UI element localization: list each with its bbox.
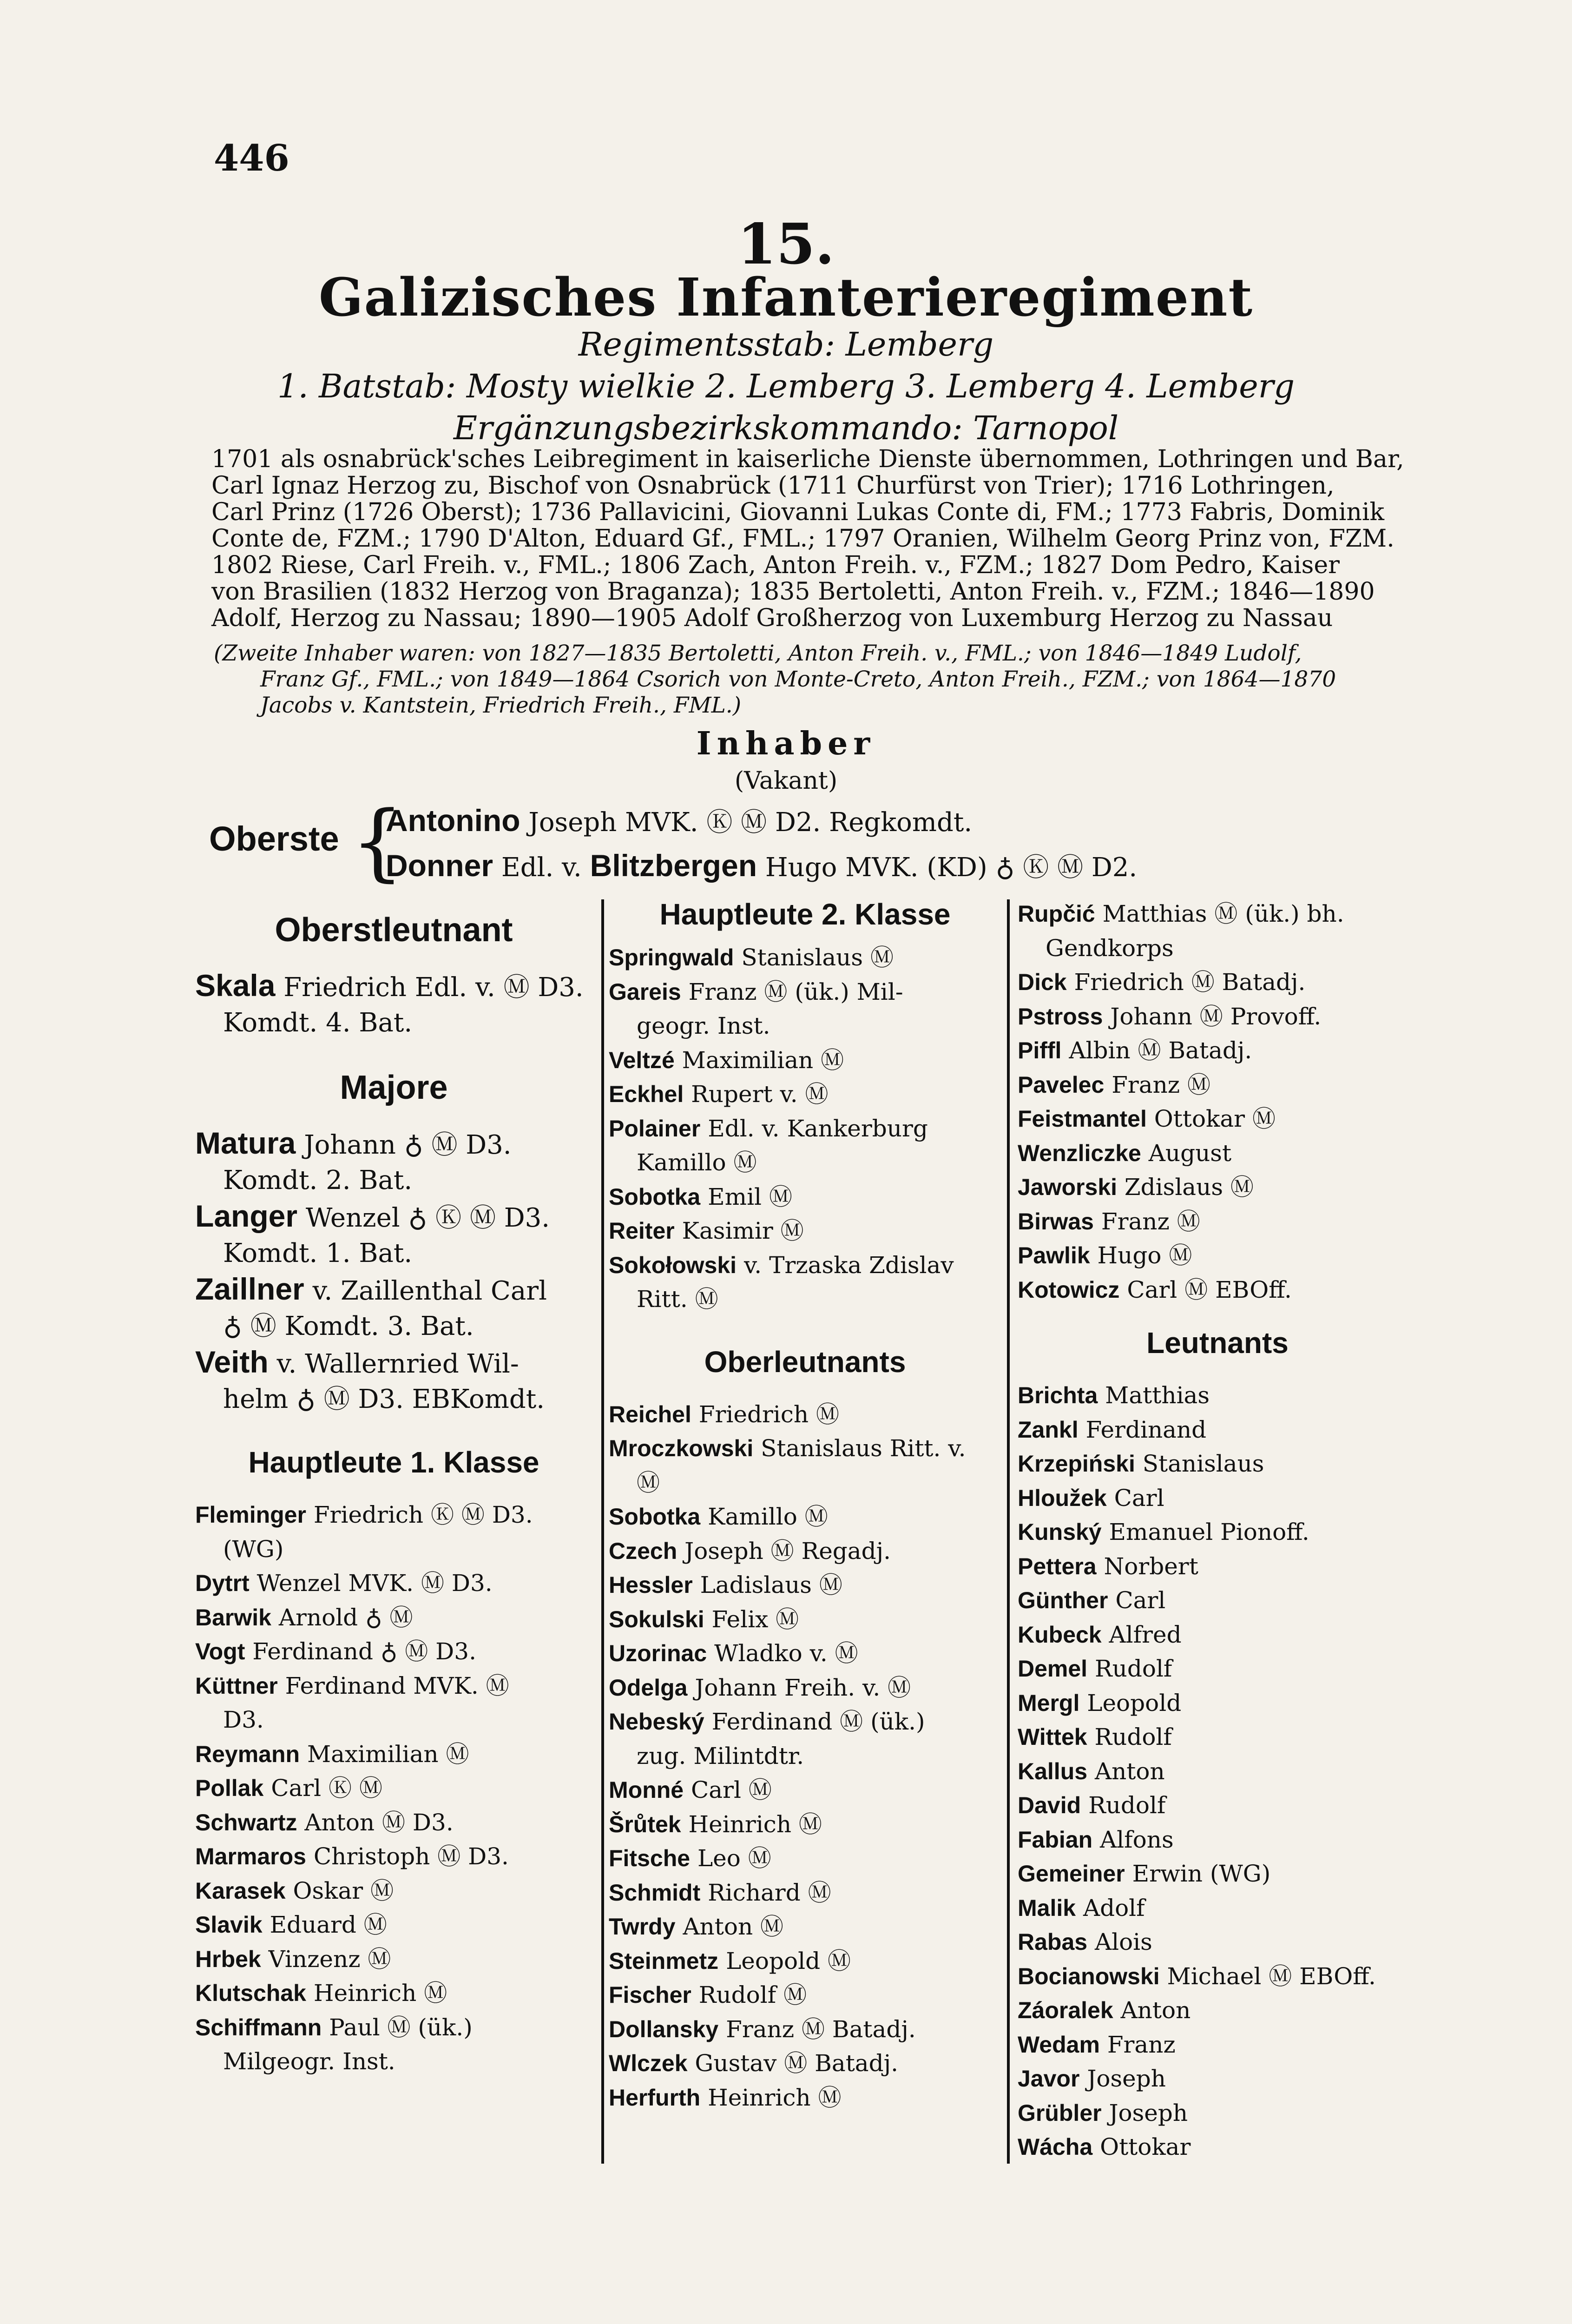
officer-surname: Wenzliczke [1018, 1140, 1141, 1166]
officer-entry [609, 2081, 1001, 2115]
officer-entry [195, 1908, 592, 1942]
officer-details-cont: Ritt. Ⓜ [637, 1286, 718, 1313]
officer-details: Anton [1120, 1997, 1191, 2024]
officer-details: Friedrich Ⓜ Batadj. [1074, 969, 1306, 996]
officer-surname: Marmaros [195, 1843, 306, 1869]
officer-details: Ottokar Ⓜ [1154, 1105, 1276, 1132]
officer-details: Franz Ⓜ [1101, 1208, 1200, 1235]
officer-entry [1018, 1618, 1417, 1652]
officer-details: Franz Ⓜ (ük.) Mil- [688, 978, 903, 1005]
officer-details: Emanuel Pionoff. [1109, 1519, 1309, 1545]
officer-surname: David [1018, 1792, 1081, 1818]
officer-surname: Klutschak [195, 1980, 306, 2006]
officer-entry [1018, 1170, 1417, 1205]
section-header: Majore [340, 1069, 448, 1106]
officer-surname: Barwik [195, 1604, 271, 1631]
officer-details-cont: Milgeogr. Inst. [223, 2048, 395, 2075]
officer-surname: Šrůtek [609, 1811, 681, 1837]
officer-details: Wenzel ♁ Ⓚ Ⓜ D3. [305, 1203, 550, 1233]
inhaber-value: (Vakant) [734, 767, 838, 795]
officer-surname: Matura [195, 1126, 296, 1160]
officer-details: Anton Ⓜ D3. [304, 1809, 454, 1836]
officer-entry [1018, 1652, 1417, 1686]
officer-entry [1018, 1925, 1417, 1960]
officer-entry [609, 1112, 1001, 1146]
section-header: Leutnants [1146, 1326, 1289, 1360]
officer-surname: Piffl [1018, 1037, 1062, 1063]
history-line: Carl Prinz (1726 Oberst); 1736 Pallavicini, Giovanni Lukas Conte di, FM.; 1773 Fabris, Dominik [211, 498, 1384, 526]
officer-entry [609, 1043, 1001, 1078]
officer-details: Ferdinand [1085, 1416, 1207, 1443]
officer-details: Carl [1115, 1587, 1166, 1614]
officer-surname: Kunský [1018, 1519, 1102, 1545]
officer-details: Alfred [1109, 1621, 1182, 1648]
officer-details-cont: Komdt. 2. Bat. [223, 1165, 413, 1195]
officer-details: Ferdinand MVK. Ⓜ [285, 1672, 509, 1699]
officer-entry [609, 941, 1001, 975]
officer-entry [609, 1876, 1001, 1910]
officer-details: Edl. v. Kankerburg [708, 1115, 928, 1142]
officer-entry [195, 1840, 592, 1874]
officer-surname: Küttner [195, 1672, 278, 1699]
officer-entry [609, 1534, 1001, 1569]
officer-details: Paul Ⓜ (ük.) [329, 2014, 473, 2041]
history-line: 1701 als osnabrück'sches Leibregiment in kaiserliche Dienste übernommen, Lothringen und Bar, [211, 445, 1404, 473]
officer-details: Christoph Ⓜ D3. [313, 1843, 509, 1870]
officer-details: v. Trzaska Zdislav [743, 1251, 954, 1279]
officer-entry [195, 1942, 592, 1977]
officer-surname: Sobotka [609, 1183, 701, 1210]
officer-surname: Steinmetz [609, 1948, 719, 1974]
officer-surname: Hloužek [1018, 1485, 1107, 1511]
officer-entry [1018, 965, 1417, 1000]
officer-entry [1018, 2062, 1417, 2096]
officer-entry [609, 975, 1001, 1010]
officer-details: Wenzel MVK. Ⓜ D3. [257, 1570, 493, 1597]
officer-surname: Karasek [195, 1877, 286, 1904]
officer-surname: Wedam [1018, 2031, 1100, 2058]
officer-details: Matthias [1105, 1382, 1210, 1409]
section-header: Hauptleute 1. Klasse [248, 1446, 539, 1479]
officer-entry [609, 1500, 1001, 1534]
officer-surname: Sokołowski [609, 1252, 737, 1278]
officer-details: Zdislaus Ⓜ [1124, 1174, 1254, 1201]
officer-details: Hugo MVK. (KD) ♁ Ⓚ Ⓜ D2. [765, 852, 1138, 883]
history-paragraph [211, 446, 1415, 632]
officer-surname: Hrbek [195, 1946, 261, 1972]
officer-surname: Pstross [1018, 1003, 1103, 1030]
officer-details: Carl [1114, 1484, 1164, 1512]
oberste-entry [386, 847, 1137, 884]
officer-surname: Grübler [1018, 2100, 1102, 2126]
officer-entry [195, 1635, 592, 1669]
officer-details: Carl Ⓚ Ⓜ [271, 1775, 382, 1802]
officer-entry [195, 1566, 592, 1601]
officer-surname: Fleminger [195, 1502, 306, 1528]
officer-surname: Rabas [1018, 1929, 1088, 1955]
regiment-number: 15. [737, 211, 835, 277]
officer-details: Franz Ⓜ [1112, 1071, 1211, 1098]
officer-entry [609, 1568, 1001, 1603]
officer-surname: Záoralek [1018, 1997, 1113, 2023]
officer-entry [609, 1910, 1001, 1944]
brace-icon: { [351, 793, 404, 891]
section-header: Hauptleute 2. Klasse [659, 898, 951, 931]
officer-surname: Kubeck [1018, 1621, 1102, 1648]
officer-entry [1018, 1584, 1417, 1618]
officer-details: Ferdinand ♁ Ⓜ D3. [252, 1638, 476, 1665]
officer-details: Friedrich Ⓚ Ⓜ D3. [313, 1501, 533, 1528]
history-line: Adolf, Herzog zu Nassau; 1890—1905 Adolf Großherzog von Luxemburg Herzog zu Nassau [211, 604, 1333, 632]
erg-line: Ergänzungsbezirkskommando: Tarnopol [453, 409, 1119, 447]
officer-entry [609, 1978, 1001, 2013]
officer-details-cont: Gendkorps [1046, 934, 1174, 962]
officer-entry [609, 1077, 1001, 1112]
officer-details: Michael Ⓜ EBOff. [1167, 1962, 1376, 1990]
oberste-label: Oberste [209, 819, 339, 858]
officer-surname: Schiffmann [195, 2014, 322, 2040]
officer-surname: Sokulski [609, 1606, 704, 1632]
officer-surname: Springwald [609, 944, 734, 971]
officer-entry [195, 1344, 592, 1382]
officer-details-cont: geogr. Inst. [637, 1012, 770, 1039]
officer-details: v. Wallernried Wil- [276, 1349, 519, 1379]
second-owners-paragraph [214, 640, 1417, 719]
officer-entry [609, 1248, 1001, 1283]
officer-entry [1018, 1891, 1417, 1926]
officer-details-cont: zug. Milintdtr. [637, 1742, 804, 1769]
officer-details: Matthias Ⓜ (ük.) bh. [1102, 900, 1344, 927]
officer-entry [1018, 1379, 1417, 1413]
officer-entry [609, 1671, 1001, 1705]
inhaber-heading: Inhaber [696, 725, 876, 762]
officer-surname: Brichta [1018, 1382, 1098, 1408]
officer-details: Ladislaus Ⓜ [700, 1571, 842, 1598]
officer-entry [1018, 1447, 1417, 1481]
officer-surname: Pawlik [1018, 1242, 1090, 1268]
officer-surname: Zaillner [195, 1272, 304, 1306]
officer-entry [609, 1637, 1001, 1671]
officer-details: Heinrich Ⓜ [688, 1810, 822, 1838]
officer-details: Johann Freih. v. Ⓜ [695, 1674, 911, 1701]
officer-details-cont: Komdt. 4. Bat. [223, 1008, 413, 1038]
officer-entry [195, 1737, 592, 1772]
officer-surname: Wittek [1018, 1724, 1087, 1750]
column-1 [195, 897, 592, 2079]
officer-details: August [1148, 1139, 1232, 1167]
officer-entry [1018, 1960, 1417, 1994]
history-line: Carl Ignaz Herzog zu, Bischof von Osnabrück (1711 Churfürst von Trier); 1716 Lothringen, [211, 472, 1335, 500]
officer-surname: Donner [386, 848, 493, 883]
column-divider [1007, 899, 1010, 2164]
officer-entry [195, 1601, 592, 1635]
officer-surname-2: Blitzbergen [590, 848, 757, 883]
officer-surname: Günther [1018, 1587, 1108, 1613]
second-owners-line: (Zweite Inhaber waren: von 1827—1835 Bertoletti, Anton Freih. v., FML.; von 1846—1849 Ludolf, [214, 640, 1302, 666]
officer-surname: Krzepiński [1018, 1451, 1135, 1477]
officer-surname: Gemeiner [1018, 1861, 1125, 1887]
officer-details: Rudolf Ⓜ [698, 1981, 807, 2008]
officer-details: Johann ♁ Ⓜ D3. [304, 1130, 512, 1160]
officer-details: v. Zaillenthal Carl [312, 1276, 547, 1306]
officer-surname: Kallus [1018, 1758, 1088, 1784]
officer-surname: Twrdy [609, 1914, 676, 1940]
second-owners-line: Franz Gf., FML.; von 1849—1864 Csorich von Monte-Creto, Anton Freih., FZM.; von 1864—1870 [260, 667, 1336, 692]
history-line: 1802 Riese, Carl Freih. v., FML.; 1806 Zach, Anton Freih. v., FZM.; 1827 Dom Pedro, Kaiser [211, 551, 1340, 579]
officer-surname: Zankl [1018, 1416, 1079, 1443]
officer-details: Anton [1094, 1757, 1165, 1785]
officer-entry [1018, 1789, 1417, 1823]
officer-surname: Javor [1018, 2066, 1080, 2092]
officer-surname: Demel [1018, 1656, 1088, 1682]
officer-details: Ferdinand Ⓜ (ük.) [711, 1708, 925, 1735]
officer-entry [609, 1180, 1001, 1215]
officer-surname: Feistmantel [1018, 1106, 1147, 1132]
officer-entry [1018, 2130, 1417, 2165]
officer-details: Joseph [1087, 2065, 1166, 2092]
officer-details-cont: (WG) [223, 1535, 284, 1563]
officer-surname: Sobotka [609, 1504, 701, 1530]
officer-entry [609, 2047, 1001, 2081]
officer-surname: Vogt [195, 1638, 245, 1664]
officer-entry [1018, 1720, 1417, 1755]
officer-details: Leopold [1087, 1689, 1182, 1717]
staff-line: Regimentsstab: Lemberg [578, 325, 994, 363]
officer-surname: Odelga [609, 1674, 688, 1701]
officer-details-cont: Kamillo Ⓜ [637, 1149, 757, 1176]
officer-details: Erwin (WG) [1132, 1860, 1271, 1887]
second-owners-line: Jacobs v. Kantstein, Friedrich Freih., FML.) [260, 693, 742, 718]
officer-details: Heinrich Ⓜ [313, 1980, 447, 2007]
officer-surname: Polainer [609, 1115, 701, 1142]
column-divider [601, 899, 604, 2164]
officer-details: Emil Ⓜ [708, 1183, 792, 1210]
officer-entry [609, 1773, 1001, 1808]
officer-entry [195, 1874, 592, 1908]
officer-details: Carl Ⓜ EBOff. [1127, 1276, 1292, 1303]
officer-details: Vinzenz Ⓜ [268, 1945, 391, 1973]
officer-details: Norbert [1104, 1552, 1198, 1580]
officer-surname: Monné [609, 1777, 684, 1803]
history-line: Conte de, FZM.; 1790 D'Alton, Eduard Gf., FML.; 1797 Oranien, Wilhelm Georg Prinz von, FZM. [211, 525, 1394, 553]
officer-details: Alois [1094, 1928, 1152, 1955]
officer-entry [609, 1398, 1001, 1432]
officer-surname: Nebeský [609, 1709, 704, 1735]
oberste-entry [386, 802, 972, 839]
officer-surname: Jaworski [1018, 1174, 1118, 1200]
officer-details: Kasimir Ⓜ [682, 1217, 804, 1244]
officer-details: Joseph Ⓜ Regadj. [684, 1537, 891, 1565]
battalions-line: 1. Batstab: Mosty wielkie 2. Lemberg 3. Lemberg 4. Lemberg [277, 367, 1295, 405]
officer-details: Ottokar [1100, 2133, 1191, 2160]
officer-details: Leo Ⓜ [697, 1845, 771, 1872]
officer-details: Edl. v. [501, 852, 582, 883]
officer-details-cont: Ⓜ [637, 1469, 660, 1496]
officer-surname: Fischer [609, 1982, 691, 2008]
officer-entry [1018, 2096, 1417, 2131]
officer-details: Friedrich Ⓜ [698, 1400, 839, 1428]
officer-entry [195, 1125, 592, 1163]
officer-surname: Rupčić [1018, 901, 1095, 927]
officer-surname: Herfurth [609, 2084, 701, 2111]
officer-entry [609, 2013, 1001, 2047]
officer-entry [195, 1198, 592, 1236]
officer-surname: Pavelec [1018, 1071, 1105, 1098]
officer-entry [609, 1808, 1001, 1842]
officer-details: Stanislaus [1142, 1450, 1264, 1477]
officer-details-cont: helm ♁ Ⓜ D3. EBKomdt. [223, 1384, 545, 1414]
officer-surname: Langer [195, 1199, 298, 1233]
officer-entry [1018, 1550, 1417, 1584]
officer-surname: Hessler [609, 1572, 693, 1598]
officer-surname: Mroczkowski [609, 1435, 754, 1461]
officer-entry [1018, 1034, 1417, 1068]
officer-details: Rudolf [1088, 1792, 1166, 1819]
officer-details: Joseph [1109, 2099, 1188, 2126]
officer-details: Oskar Ⓜ [293, 1877, 394, 1904]
officer-entry [1018, 2028, 1417, 2062]
officer-details: Carl Ⓜ [691, 1776, 772, 1803]
officer-entry [1018, 1823, 1417, 1857]
officer-details: Rudolf [1094, 1655, 1172, 1682]
officer-surname: Pollak [195, 1775, 264, 1801]
section-header: Oberstleutnant [275, 911, 513, 949]
officer-entry [1018, 1481, 1417, 1516]
officer-details: Maximilian Ⓜ [682, 1046, 844, 1074]
officer-surname: Schwartz [195, 1809, 297, 1835]
officer-surname: Skala [195, 968, 276, 1003]
officer-surname: Slavik [195, 1912, 263, 1938]
officer-details: Leopold Ⓜ [726, 1947, 851, 1974]
officer-entry [1018, 1136, 1417, 1171]
officer-surname: Malik [1018, 1895, 1076, 1921]
officer-entry [195, 1498, 592, 1532]
officer-entry [609, 1944, 1001, 1979]
officer-entry [1018, 1515, 1417, 1550]
officer-entry [1018, 1857, 1417, 1891]
officer-surname: Pettera [1018, 1553, 1097, 1579]
officer-surname: Dick [1018, 969, 1067, 995]
officer-details: Maximilian Ⓜ [307, 1740, 469, 1768]
officer-surname: Uzorinac [609, 1640, 707, 1666]
officer-entry [195, 1771, 592, 1806]
officer-entry [195, 1976, 592, 2011]
officer-surname: Wácha [1018, 2134, 1093, 2160]
officer-surname: Veltzé [609, 1047, 675, 1073]
officer-details: Richard Ⓜ [708, 1879, 831, 1906]
officer-entry [1018, 1686, 1417, 1721]
officer-entry [1018, 1994, 1417, 2028]
officer-surname: Veith [195, 1345, 269, 1379]
officer-details-cont: ♁ Ⓜ Komdt. 3. Bat. [223, 1311, 474, 1341]
officer-details: Felix Ⓜ [711, 1605, 799, 1633]
officer-entry [1018, 1755, 1417, 1789]
officer-details: Eduard Ⓜ [270, 1911, 387, 1938]
officer-surname: Bocianowski [1018, 1963, 1160, 1989]
officer-surname: Kotowicz [1018, 1276, 1120, 1303]
officer-surname: Reiter [609, 1218, 675, 1244]
officer-details-cont: D3. [223, 1706, 264, 1733]
officer-entry [609, 1603, 1001, 1637]
officer-entry [609, 1432, 1001, 1466]
officer-details: Heinrich Ⓜ [708, 2084, 842, 2111]
officer-surname: Fitsche [609, 1845, 691, 1871]
officer-details: Franz [1107, 2031, 1176, 2058]
history-line: von Brasilien (1832 Herzog von Braganza); 1835 Bertoletti, Anton Freih. v., FZM.; 1846—1890 [211, 578, 1375, 606]
officer-entry [1018, 1102, 1417, 1136]
officer-details: Wladko v. Ⓜ [714, 1640, 858, 1667]
officer-entry [195, 1271, 592, 1309]
officer-surname: Mergl [1018, 1690, 1080, 1716]
officer-surname: Birwas [1018, 1208, 1094, 1235]
officer-details: Friedrich Edl. v. Ⓜ D3. [283, 972, 584, 1003]
officer-entry [1018, 1000, 1417, 1034]
officer-entry [1018, 1205, 1417, 1239]
officer-details: Hugo Ⓜ [1097, 1242, 1192, 1269]
officer-details: Albin Ⓜ Batadj. [1069, 1037, 1252, 1064]
officer-surname: Czech [609, 1538, 677, 1564]
officer-surname: Wlczek [609, 2050, 688, 2076]
officer-surname: Reymann [195, 1741, 300, 1767]
officer-surname: Gareis [609, 978, 681, 1005]
officer-details: Rupert v. Ⓜ [691, 1081, 829, 1108]
officer-details: Adolf [1083, 1894, 1145, 1921]
officer-entry [195, 1669, 592, 1703]
page-number: 446 [214, 137, 289, 179]
officer-details: Stanislaus Ritt. v. [761, 1435, 966, 1462]
officer-entry [195, 2011, 592, 2045]
officer-entry [609, 1214, 1001, 1248]
officer-entry [1018, 1413, 1417, 1447]
officer-entry [1018, 1273, 1417, 1307]
section-header: Oberleutnants [704, 1345, 906, 1379]
officer-surname: Reichel [609, 1401, 691, 1427]
officer-entry [195, 968, 592, 1005]
officer-entry [1018, 1068, 1417, 1103]
officer-details: Arnold ♁ Ⓜ [278, 1604, 413, 1631]
regiment-title: Galizisches Infanterieregiment [318, 267, 1254, 328]
officer-entry [195, 1806, 592, 1840]
officer-details: Stanislaus Ⓜ [741, 944, 894, 971]
officer-entry [609, 1705, 1001, 1739]
officer-entry [609, 1842, 1001, 1876]
officer-surname: Fabian [1018, 1826, 1093, 1853]
officer-details: Alfons [1100, 1826, 1174, 1853]
officer-surname: Dollansky [609, 2016, 719, 2042]
officer-details: Rudolf [1094, 1723, 1172, 1750]
officer-details: Anton Ⓜ [683, 1913, 784, 1940]
officer-surname: Dytrt [195, 1570, 250, 1596]
officer-details-cont: Komdt. 1. Bat. [223, 1238, 413, 1268]
officer-details: Franz Ⓜ Batadj. [726, 2015, 916, 2043]
officer-details: Kamillo Ⓜ [708, 1503, 828, 1530]
officer-surname: Antonino [386, 803, 520, 838]
officer-details: Joseph MVK. Ⓚ Ⓜ D2. Regkomdt. [528, 807, 973, 838]
officer-surname: Eckhel [609, 1081, 684, 1107]
column-3 [1018, 897, 1417, 2165]
officer-entry [1018, 1239, 1417, 1273]
officer-entry [1018, 897, 1417, 931]
officer-details: Johann Ⓜ Provoff. [1110, 1003, 1322, 1030]
officer-details: Gustav Ⓜ Batadj. [695, 2050, 899, 2077]
officer-surname: Schmidt [609, 1879, 701, 1906]
column-2 [609, 897, 1001, 2115]
